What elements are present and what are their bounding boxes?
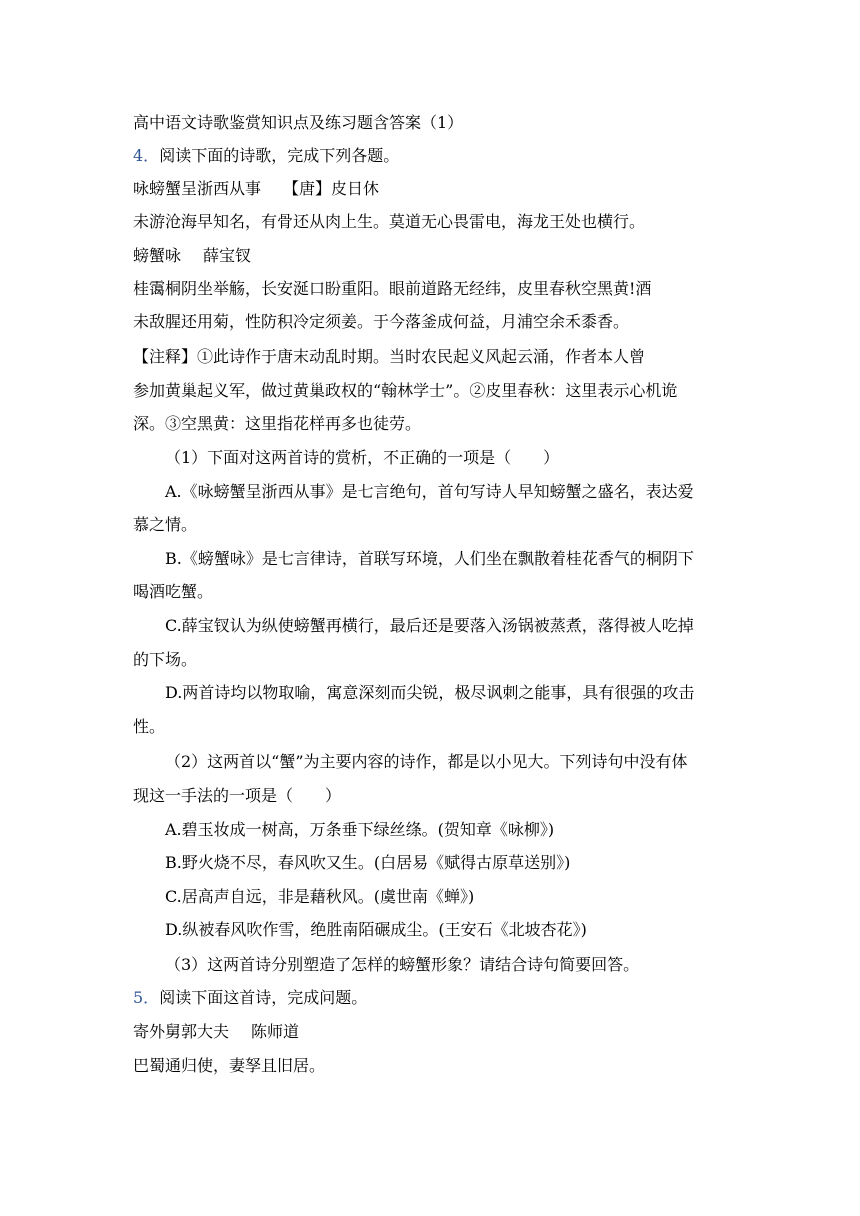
- subquestion-1-stem: （1）下面对这两首诗的赏析，不正确的一项是（ ）: [165, 448, 560, 467]
- subquestion-2-option-b: B.野火烧不尽，春风吹又生。(白居易《赋得古原草送别》): [165, 853, 571, 872]
- question-5-instruction: 阅读下面这首诗，完成问题。: [159, 988, 368, 1007]
- poem-1-author: 【唐】皮日休: [283, 179, 380, 198]
- document-title: 高中语文诗歌鉴赏知识点及练习题含答案（1）: [133, 113, 464, 132]
- subquestion-2-option-a: A.碧玉妆成一树高，万条垂下绿丝绦。(贺知章《咏柳》): [165, 820, 555, 839]
- subquestion-1-option-b-line-2: 喝酒吃蟹。: [133, 582, 214, 601]
- question-5-poem-title: 寄外舅郭大夫: [133, 1022, 230, 1041]
- subquestion-3-stem: （3）这两首诗分别塑造了怎样的螃蟹形象？请结合诗句简要回答。: [165, 955, 640, 974]
- poem-2-line-1: 桂霭桐阴坐举觞，长安涎口盼重阳。眼前道路无经纬，皮里春秋空黑黄!酒: [133, 279, 652, 298]
- subquestion-2-option-c: C.居高声自远，非是藉秋风。(虞世南《蝉》): [165, 887, 475, 906]
- subquestion-2-stem-line-2: 现这一手法的一项是（ ）: [133, 786, 342, 805]
- poem-1-text: 未游沧海早知名，有骨还从肉上生。莫道无心畏雷电，海龙王处也横行。: [133, 212, 646, 231]
- question-4-instruction: 阅读下面的诗歌，完成下列各题。: [159, 146, 400, 165]
- question-4-heading: [133, 146, 733, 166]
- poem-1-heading: [133, 179, 733, 199]
- subquestion-2-stem-line-1: （2）这两首以“蟹”为主要内容的诗作，都是以小见大。下列诗句中没有体: [165, 752, 688, 771]
- poem-2-heading: [133, 246, 733, 266]
- note-line-2: 参加黄巢起义军，做过黄巢政权的“翰林学士”。②皮里春秋：这里表示心机诡: [133, 381, 678, 400]
- question-5-poem-author: 陈师道: [251, 1022, 300, 1041]
- subquestion-1-option-c-line-2: 的下场。: [133, 650, 198, 669]
- poem-2-author: 薛宝钗: [203, 246, 252, 265]
- subquestion-1-option-a-line-2: 慕之情。: [133, 515, 198, 534]
- subquestion-1-option-c-line-1: C.薛宝钗认为纵使螃蟹再横行，最后还是要落入汤锅被蒸煮，落得被人吃掉: [165, 616, 694, 635]
- subquestion-1-option-d-line-2: 性。: [133, 717, 166, 736]
- note-line-1: 【注释】①此诗作于唐末动乱时期。当时农民起义风起云涌，作者本人曾: [133, 347, 646, 366]
- poem-1-title: 咏螃蟹呈浙西从事: [133, 179, 262, 198]
- question-4-number: 4．: [133, 146, 160, 165]
- question-5-number: 5．: [133, 988, 160, 1007]
- poem-2-title: 螃蟹咏: [133, 246, 182, 265]
- question-5-heading: [133, 988, 733, 1008]
- subquestion-1-option-a-line-1: A.《咏螃蟹呈浙西从事》是七言绝句，首句写诗人早知螃蟹之盛名，表达爱: [165, 482, 694, 501]
- subquestion-2-option-d: D.纵被春风吹作雪，绝胜南陌碾成尘。(王安石《北坡杏花》): [165, 920, 587, 939]
- question-5-poem-line-1: 巴蜀通归使，妻孥且旧居。: [133, 1056, 326, 1075]
- subquestion-1-option-d-line-1: D.两首诗均以物取喻，寓意深刻而尖锐，极尽讽刺之能事，具有很强的攻击: [165, 683, 695, 702]
- poem-2-line-2: 未敌腥还用菊，性防积冷定须姜。于今落釜成何益，月浦空余禾黍香。: [133, 312, 630, 331]
- note-line-3: 深。③空黑黄：这里指花样再多也徒劳。: [133, 414, 422, 433]
- question-5-poem-heading: [133, 1022, 733, 1042]
- subquestion-1-option-b-line-1: B.《螃蟹咏》是七言律诗，首联写环境，人们坐在飘散着桂花香气的桐阴下: [165, 549, 694, 568]
